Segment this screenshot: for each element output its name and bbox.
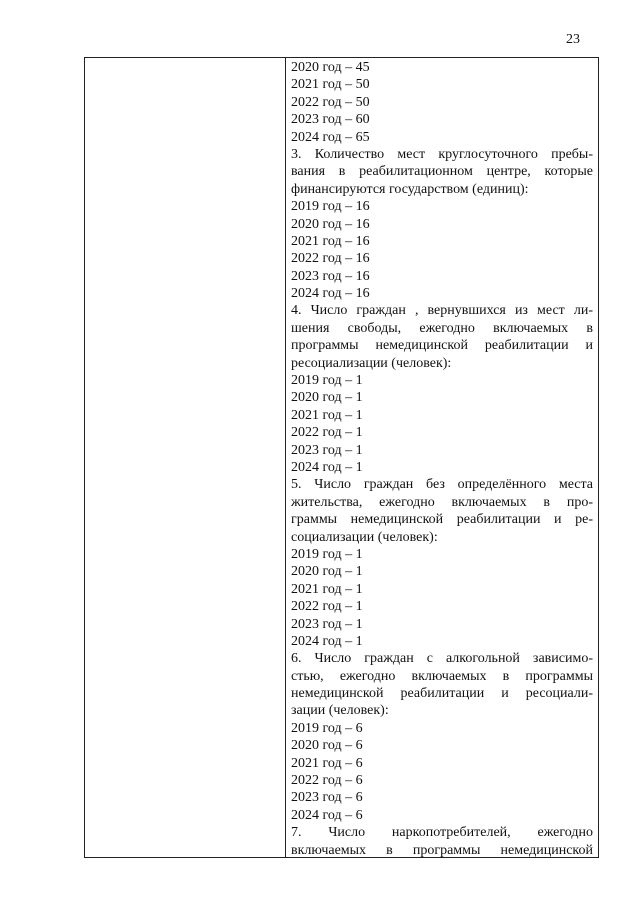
text-line: жительства, ежегодно включаемых в про- <box>291 494 593 510</box>
text-line: 2020 год – 16 <box>291 216 370 232</box>
text-line: 7. Число наркопотребителей, ежегодно <box>291 825 593 841</box>
text-line: 2021 год – 1 <box>291 581 363 597</box>
text-line: 2022 год – 1 <box>291 425 363 441</box>
text-line: 2019 год – 1 <box>291 546 363 562</box>
text-line: 2019 год – 6 <box>291 720 363 736</box>
text-line: ресоциализации (человек): <box>291 355 452 371</box>
text-line: 2020 год – 6 <box>291 738 363 754</box>
text-line: 5. Число граждан без определённого места <box>291 477 593 493</box>
text-line: зации (человек): <box>291 703 389 719</box>
text-line: 2023 год – 1 <box>291 616 363 632</box>
text-line: 2024 год – 1 <box>291 459 363 475</box>
text-line: 2022 год – 16 <box>291 251 370 267</box>
text-line: шения свободы, ежегодно включаемых в <box>291 320 593 336</box>
text-line: 6. Число граждан с алкогольной зависимо- <box>291 651 593 667</box>
text-line: стью, ежегодно включаемых в программы <box>291 668 593 684</box>
text-line: 2020 год – 45 <box>291 60 370 75</box>
text-line: 2020 год – 1 <box>291 390 363 406</box>
document-table <box>84 57 599 858</box>
text-line: социализации (человек): <box>291 529 438 545</box>
text-line: 2023 год – 16 <box>291 268 370 284</box>
text-line: граммы немедицинской реабилитации и ре- <box>291 512 593 528</box>
page-number: 23 <box>566 32 580 47</box>
text-line: 2023 год – 1 <box>291 442 363 458</box>
table-left-column <box>85 58 286 857</box>
text-line: 2024 год – 16 <box>291 286 370 302</box>
text-line: немедицинской реабилитации и ресоциали- <box>291 686 593 702</box>
text-line: 2021 год – 1 <box>291 407 363 423</box>
text-line: 2023 год – 60 <box>291 112 370 128</box>
text-line: 2021 год – 16 <box>291 233 370 249</box>
text-line: 2022 год – 6 <box>291 773 363 789</box>
text-line: 2021 год – 50 <box>291 77 370 93</box>
text-line: 2024 год – 6 <box>291 807 363 823</box>
text-line: 2023 год – 6 <box>291 790 363 806</box>
text-line: финансируются государством (единиц): <box>291 181 529 197</box>
text-line: 2022 год – 50 <box>291 94 370 110</box>
table-right-column <box>291 59 593 859</box>
text-line: 2024 год – 65 <box>291 129 370 145</box>
text-line: 2020 год – 1 <box>291 564 363 580</box>
text-line: 2019 год – 16 <box>291 199 370 215</box>
text-line: вания в реабилитационном центре, которые <box>291 164 593 180</box>
text-line: включаемых в программы немедицинской <box>291 842 593 858</box>
text-line: 2024 год – 1 <box>291 633 363 649</box>
text-line: 2021 год – 6 <box>291 755 363 771</box>
text-line: программы немедицинской реабилитации и <box>291 338 593 354</box>
text-line: 4. Число граждан , вернувшихся из мест ли- <box>291 303 593 319</box>
text-line: 2019 год – 1 <box>291 373 363 389</box>
text-line: 2022 год – 1 <box>291 599 363 615</box>
text-line: 3. Количество мест круглосуточного пребы- <box>291 146 593 162</box>
